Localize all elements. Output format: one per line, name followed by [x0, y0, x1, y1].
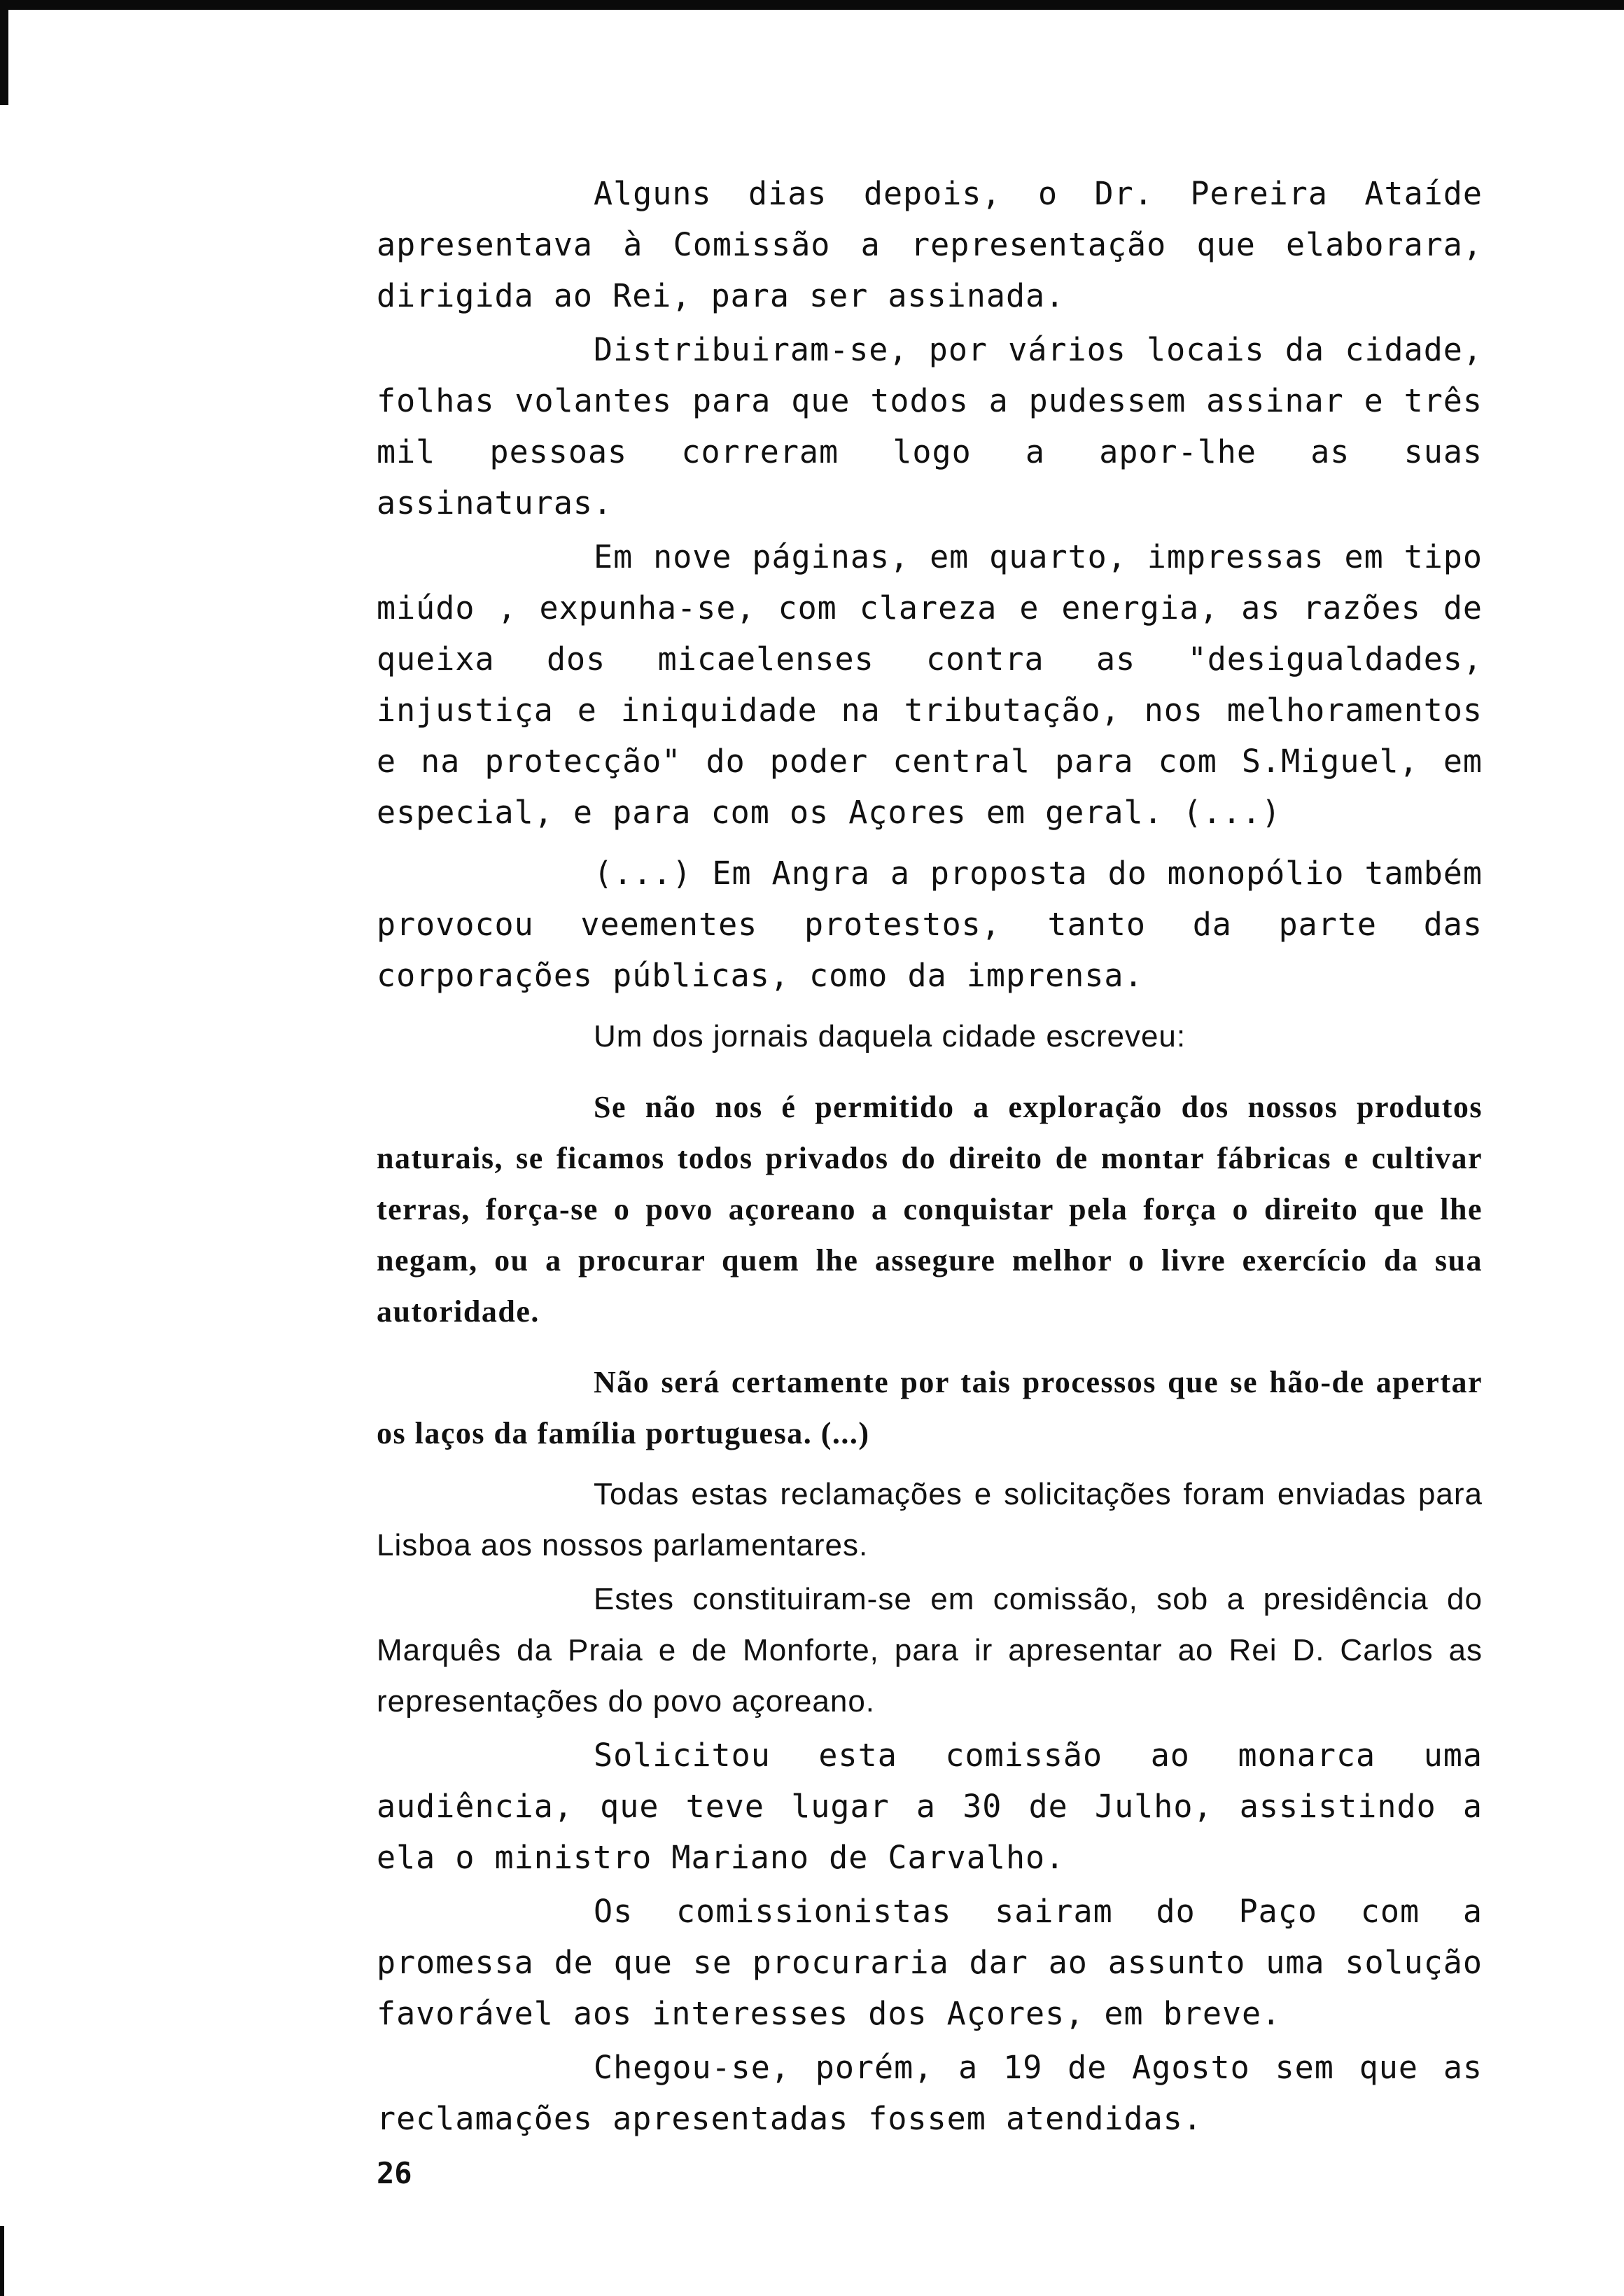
paragraph-4: (...) Em Angra a proposta do monopólio também provocou veementes protestos, tanto da parte das corporações públicas, como da imprensa. — [377, 855, 1483, 994]
scan-border-top — [0, 0, 1624, 10]
paragraph-5: Um dos jornais daquela cidade escreveu: — [594, 1019, 1186, 1054]
scan-border-left-bottom — [0, 2226, 4, 2296]
page-number: 26 — [377, 2156, 412, 2190]
paragraph-2: Distribuiram-se, por vários locais da cidade, folhas volantes para que todos a pudessem assinar e três mil pessoas correram logo a apor-lhe as suas assinaturas. — [377, 331, 1483, 522]
document-body — [377, 168, 1483, 2147]
paragraph-1: Alguns dias depois, o Dr. Pereira Ataíde apresentava à Comissão a representação que elaborara, dirigida ao Rei, para ser assinada. — [377, 175, 1483, 314]
paragraph-7: Estes constituiram-se em comissão, sob a presidência do Marquês da Praia e de Monforte, para ir apresentar ao Rei D. Carlos as representações do povo açoreano. — [377, 1582, 1483, 1718]
paragraph-3: Em nove páginas, em quarto, impressas em tipo miúdo , expunha-se, com clareza e energia, as razões de queixa dos micaelenses contra as "desigualdades, injustiça e iniquidade na tributação, nos melhoramentos e na protecção" do poder central para com S.Miguel, em especial, e para com os Açores em geral. (...) — [377, 538, 1483, 831]
paragraph-10: Chegou-se, porém, a 19 de Agosto sem que as reclamações apresentadas fossem atendidas. — [377, 2049, 1483, 2137]
quote-paragraph-1: Se não nos é permitido a exploração dos nossos produtos naturais, se ficamos todos privados do direito de montar fábricas e cultivar terras, força-se o povo açoreano a conquistar pela força o direito que lhe negam, ou a procurar quem lhe assegure melhor o livre exercício da sua autoridade. — [377, 1090, 1483, 1329]
quote-paragraph-2: Não será certamente por tais processos que se hão-de apertar os laços da família portuguesa. (...) — [377, 1365, 1483, 1450]
paragraph-6: Todas estas reclamações e solicitações foram enviadas para Lisboa aos nossos parlamentares. — [377, 1477, 1483, 1562]
paragraph-9: Os comissionistas sairam do Paço com a promessa de que se procuraria dar ao assunto uma solução favorável aos interesses dos Açores, em breve. — [377, 1893, 1483, 2032]
paragraph-8: Solicitou esta comissão ao monarca uma audiência, que teve lugar a 30 de Julho, assistindo a ela o ministro Mariano de Carvalho. — [377, 1737, 1483, 1876]
scan-border-left — [0, 0, 8, 105]
